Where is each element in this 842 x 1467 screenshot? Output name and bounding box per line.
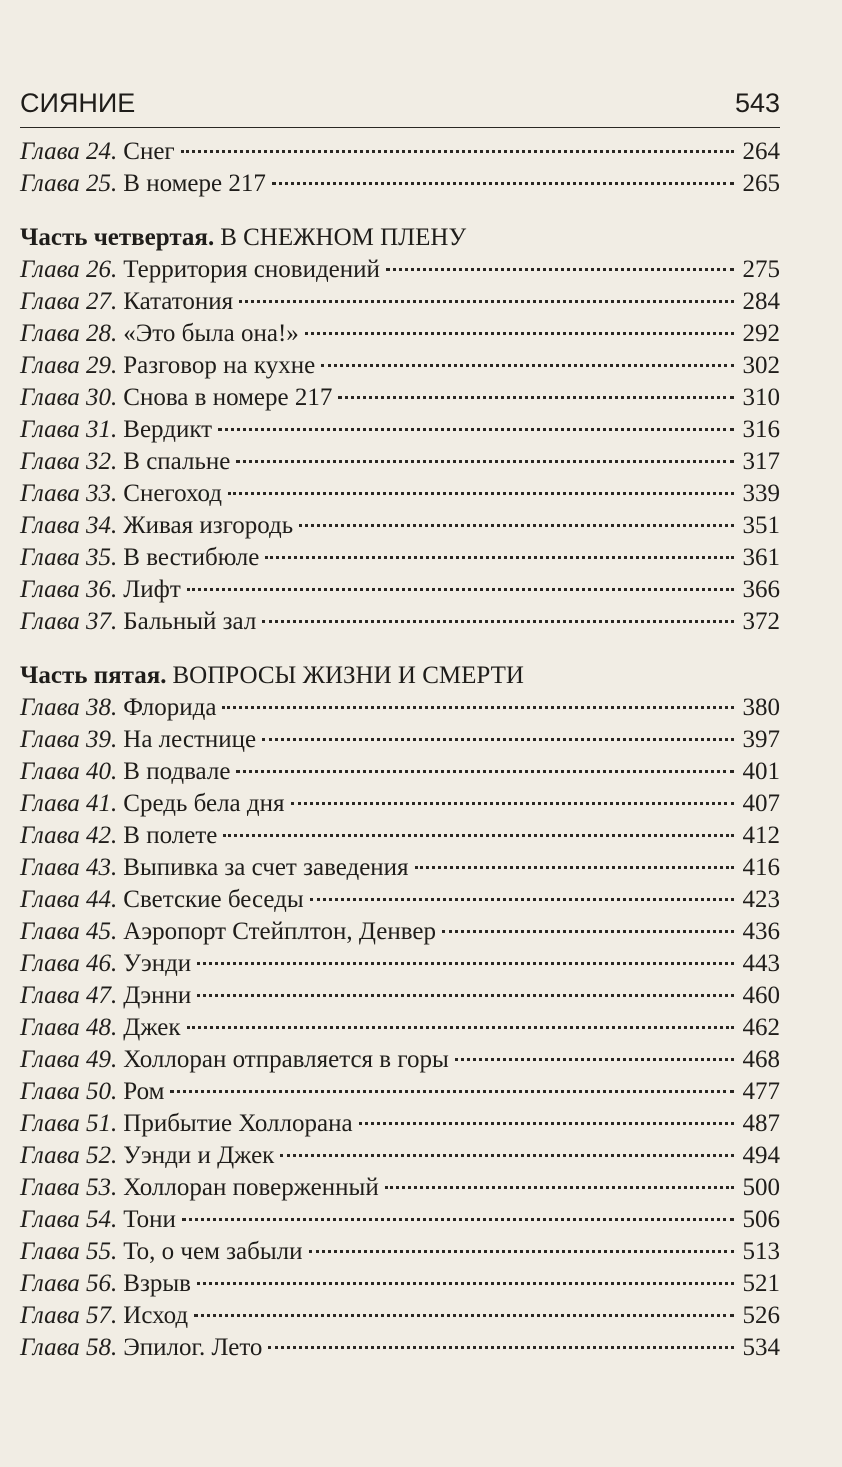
part-label: Часть четвертая. (20, 224, 215, 251)
chapter-page: 401 (742, 758, 780, 785)
chapter-label: Глава 35. (20, 544, 118, 571)
chapter-label: Глава 27. (20, 288, 118, 315)
chapter-title: Ром (123, 1078, 165, 1105)
chapter-page: 316 (742, 416, 780, 443)
toc-entry (20, 790, 780, 822)
toc-page (20, 88, 780, 1366)
chapter-label: Глава 39. (20, 726, 118, 753)
chapter-title: Разговор на кухне (123, 352, 316, 379)
chapter-title: Бальный зал (123, 608, 257, 635)
chapter-label: Глава 24. (20, 138, 118, 165)
dot-leader (280, 1154, 734, 1157)
chapter-title: В подвале (123, 758, 231, 785)
chapter-page: 462 (742, 1014, 780, 1041)
chapter-label: Глава 37. (20, 608, 118, 635)
chapter-page: 500 (742, 1174, 780, 1201)
dot-leader (223, 834, 734, 837)
chapter-page: 494 (742, 1142, 780, 1169)
dot-leader (386, 268, 734, 271)
chapter-label: Глава 49. (20, 1046, 118, 1073)
chapter-page: 436 (742, 918, 780, 945)
dot-leader (170, 1090, 734, 1093)
dot-leader (182, 1218, 734, 1221)
chapter-title: Прибытие Холлорана (123, 1110, 353, 1137)
chapter-label: Глава 44. (20, 886, 118, 913)
toc-entry (20, 138, 780, 170)
chapter-title: Лифт (123, 576, 181, 603)
chapter-label: Глава 40. (20, 758, 118, 785)
chapter-page: 366 (742, 576, 780, 603)
toc-entry (20, 480, 780, 512)
dot-leader (310, 898, 734, 901)
chapter-title: Аэропорт Стейплтон, Денвер (123, 918, 436, 945)
chapter-page: 407 (742, 790, 780, 817)
toc-entry (20, 1334, 780, 1366)
toc-entry (20, 320, 780, 352)
dot-leader (197, 1282, 734, 1285)
chapter-page: 372 (742, 608, 780, 635)
running-header (20, 88, 780, 128)
toc-entry (20, 1270, 780, 1302)
chapter-page: 526 (742, 1302, 780, 1329)
dot-leader (455, 1058, 734, 1061)
chapter-page: 416 (742, 854, 780, 881)
dot-leader (272, 182, 734, 185)
toc-entry (20, 288, 780, 320)
part-label: Часть пятая. (20, 662, 167, 689)
chapter-title: «Это была она!» (123, 320, 299, 347)
chapter-label: Глава 42. (20, 822, 118, 849)
toc-entry (20, 544, 780, 576)
toc-entry (20, 1238, 780, 1270)
toc-entry (20, 1110, 780, 1142)
chapter-page: 380 (742, 694, 780, 721)
toc-entry (20, 854, 780, 886)
chapter-page: 487 (742, 1110, 780, 1137)
chapter-title: Уэнди (123, 950, 192, 977)
chapter-page: 339 (742, 480, 780, 507)
chapter-title: Живая изгородь (123, 512, 294, 539)
toc-entry (20, 918, 780, 950)
dot-leader (442, 930, 734, 933)
part-heading (20, 224, 780, 256)
chapter-page: 264 (742, 138, 780, 165)
chapter-page: 506 (742, 1206, 780, 1233)
toc-entry (20, 886, 780, 918)
chapter-label: Глава 51. (20, 1110, 118, 1137)
chapter-title: В вестибюле (123, 544, 260, 571)
chapter-label: Глава 55. (20, 1238, 118, 1265)
dot-leader (197, 962, 734, 965)
chapter-page: 468 (742, 1046, 780, 1073)
dot-leader (194, 1314, 734, 1317)
toc-entry (20, 694, 780, 726)
chapter-label: Глава 28. (20, 320, 118, 347)
chapter-page: 397 (742, 726, 780, 753)
section-spacer (20, 202, 780, 224)
chapter-label: Глава 50. (20, 1078, 118, 1105)
dot-leader (228, 492, 734, 495)
chapter-title: Вердикт (123, 416, 213, 443)
chapter-title: Выпивка за счет заведения (123, 854, 409, 881)
toc-entry (20, 352, 780, 384)
book-title: СИЯНИЕ (20, 88, 136, 118)
toc-entry (20, 758, 780, 790)
chapter-title: Эпилог. Лето (123, 1334, 263, 1361)
chapter-page: 513 (742, 1238, 780, 1265)
toc-entry (20, 608, 780, 640)
toc-entry (20, 1302, 780, 1334)
chapter-page: 317 (742, 448, 780, 475)
chapter-title: Кататония (123, 288, 234, 315)
dot-leader (338, 396, 734, 399)
toc-entry (20, 1142, 780, 1174)
chapter-label: Глава 41. (20, 790, 118, 817)
dot-leader (239, 300, 734, 303)
chapter-page: 275 (742, 256, 780, 283)
dot-leader (265, 556, 734, 559)
chapter-title: Светские беседы (123, 886, 304, 913)
chapter-title: В номере 217 (123, 170, 266, 197)
chapter-label: Глава 48. (20, 1014, 118, 1041)
chapter-title: Холлоран поверженный (123, 1174, 379, 1201)
chapter-page: 292 (742, 320, 780, 347)
chapter-title: Дэнни (123, 982, 192, 1009)
part-heading (20, 662, 780, 694)
chapter-label: Глава 34. (20, 512, 118, 539)
toc-entry (20, 1078, 780, 1110)
dot-leader (218, 428, 734, 431)
chapter-label: Глава 38. (20, 694, 118, 721)
chapter-title: На лестнице (123, 726, 257, 753)
toc-entry (20, 170, 780, 202)
chapter-label: Глава 45. (20, 918, 118, 945)
dot-leader (299, 524, 734, 527)
chapter-label: Глава 26. (20, 256, 118, 283)
dot-leader (415, 866, 734, 869)
chapter-title: Уэнди и Джек (123, 1142, 275, 1169)
chapter-title: Средь бела дня (123, 790, 285, 817)
page-number: 543 (734, 88, 780, 118)
chapter-page: 460 (742, 982, 780, 1009)
toc-entry (20, 726, 780, 758)
dot-leader (262, 620, 734, 623)
chapter-label: Глава 31. (20, 416, 118, 443)
dot-leader (187, 1026, 734, 1029)
chapter-page: 534 (742, 1334, 780, 1361)
toc-entry (20, 1206, 780, 1238)
part-title: В СНЕЖНОМ ПЛЕНУ (220, 224, 467, 251)
chapter-title: Снегоход (123, 480, 222, 507)
part-title: ВОПРОСЫ ЖИЗНИ И СМЕРТИ (172, 662, 524, 689)
chapter-title: То, о чем забыли (123, 1238, 303, 1265)
chapter-page: 423 (742, 886, 780, 913)
chapter-label: Глава 46. (20, 950, 118, 977)
dot-leader (236, 770, 734, 773)
toc-entry (20, 416, 780, 448)
chapter-title: Джек (123, 1014, 181, 1041)
chapter-label: Глава 56. (20, 1270, 118, 1297)
toc-entry (20, 1014, 780, 1046)
chapter-title: Флорида (123, 694, 217, 721)
chapter-title: Холлоран отправляется в горы (123, 1046, 449, 1073)
toc-entry (20, 982, 780, 1014)
chapter-title: Исход (123, 1302, 189, 1329)
chapter-title: Снег (123, 138, 175, 165)
chapter-label: Глава 36. (20, 576, 118, 603)
table-of-contents (20, 138, 780, 1366)
dot-leader (309, 1250, 734, 1253)
chapter-label: Глава 58. (20, 1334, 118, 1361)
chapter-title: Территория сновидений (123, 256, 380, 283)
dot-leader (305, 332, 734, 335)
toc-entry (20, 950, 780, 982)
toc-entry (20, 256, 780, 288)
toc-entry (20, 384, 780, 416)
dot-leader (291, 802, 735, 805)
toc-entry (20, 448, 780, 480)
chapter-label: Глава 25. (20, 170, 118, 197)
dot-leader (222, 706, 734, 709)
chapter-page: 310 (742, 384, 780, 411)
chapter-page: 265 (742, 170, 780, 197)
dot-leader (197, 994, 734, 997)
chapter-label: Глава 53. (20, 1174, 118, 1201)
dot-leader (385, 1186, 734, 1189)
toc-entry (20, 822, 780, 854)
chapter-label: Глава 32. (20, 448, 118, 475)
chapter-title: В полете (123, 822, 218, 849)
dot-leader (181, 150, 734, 153)
chapter-page: 521 (742, 1270, 780, 1297)
chapter-label: Глава 33. (20, 480, 118, 507)
chapter-label: Глава 29. (20, 352, 118, 379)
chapter-label: Глава 30. (20, 384, 118, 411)
chapter-label: Глава 47. (20, 982, 118, 1009)
toc-entry (20, 1174, 780, 1206)
toc-entry (20, 576, 780, 608)
toc-entry (20, 512, 780, 544)
chapter-label: Глава 43. (20, 854, 118, 881)
section-spacer (20, 640, 780, 662)
dot-leader (187, 588, 734, 591)
chapter-page: 284 (742, 288, 780, 315)
chapter-title: Снова в номере 217 (123, 384, 333, 411)
chapter-page: 351 (742, 512, 780, 539)
chapter-page: 361 (742, 544, 780, 571)
chapter-page: 477 (742, 1078, 780, 1105)
chapter-label: Глава 54. (20, 1206, 118, 1233)
dot-leader (359, 1122, 734, 1125)
chapter-label: Глава 57. (20, 1302, 118, 1329)
chapter-page: 412 (742, 822, 780, 849)
chapter-label: Глава 52. (20, 1142, 118, 1169)
dot-leader (236, 460, 734, 463)
chapter-title: Тони (123, 1206, 176, 1233)
toc-entry (20, 1046, 780, 1078)
chapter-page: 302 (742, 352, 780, 379)
dot-leader (321, 364, 734, 367)
chapter-page: 443 (742, 950, 780, 977)
chapter-title: Взрыв (123, 1270, 191, 1297)
dot-leader (268, 1346, 734, 1349)
chapter-title: В спальне (123, 448, 231, 475)
dot-leader (262, 738, 734, 741)
